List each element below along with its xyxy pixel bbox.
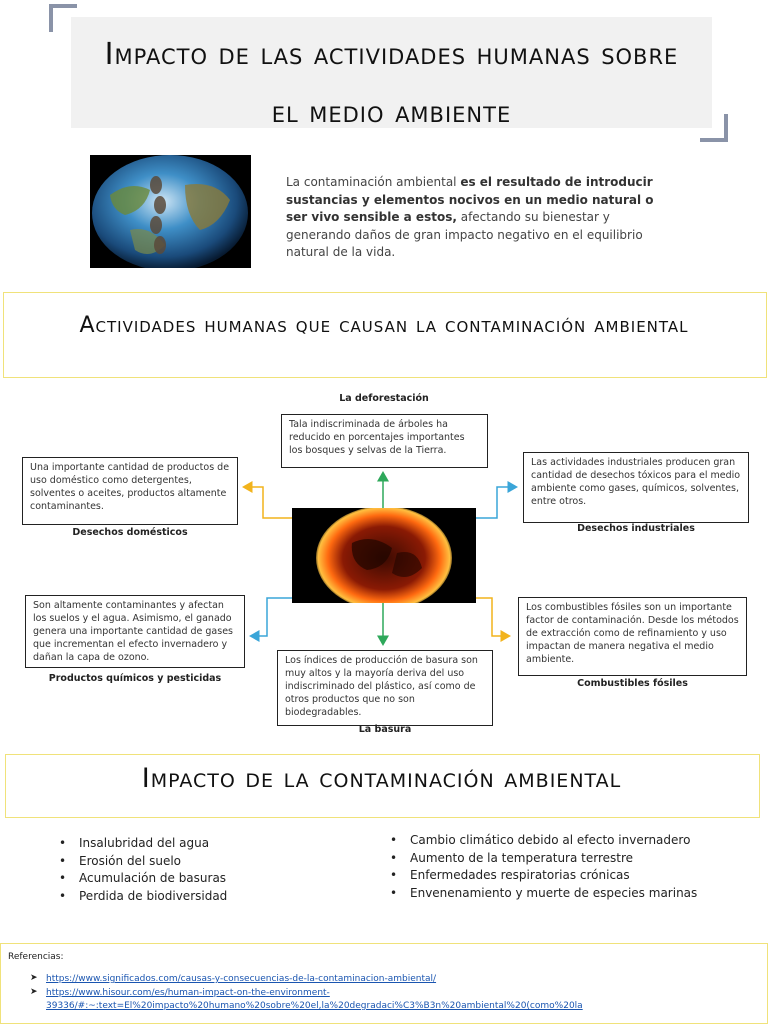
domestic-waste-box: Una importante cantidad de productos de uso doméstico como detergentes, solventes o aceites, productos altamente contaminantes. bbox=[22, 457, 238, 525]
list-item: • Cambio climático debido al efecto invernadero bbox=[390, 832, 750, 850]
arrow-bullet-icon: ➤ bbox=[30, 987, 38, 997]
garbage-label: La basura bbox=[358, 724, 412, 735]
list-item: • Envenenamiento y muerte de especies marinas bbox=[390, 885, 750, 903]
arrow-right-top bbox=[476, 487, 515, 518]
list-item: • Erosión del suelo bbox=[59, 853, 339, 871]
intro-part1: La contaminación ambiental bbox=[286, 175, 461, 189]
industrial-waste-box: Las actividades industriales producen gran cantidad de desechos tóxicos para el medio ambiente como gases, químicos, solventes, entre otros. bbox=[523, 452, 749, 523]
chemicals-box: Son altamente contaminantes y afectan los suelos y el agua. Asimismo, el ganado genera una importante cantidad de gases que incrementan el efecto invernadero y dañan la capa de ozono. bbox=[25, 595, 245, 668]
impact-list-left bbox=[59, 835, 339, 905]
list-item: • Enfermedades respiratorias crónicas bbox=[390, 867, 750, 885]
impact-list-right bbox=[390, 832, 750, 902]
deforestation-box: Tala indiscriminada de árboles ha reducido en porcentajes importantes los bosques y selvas de la Tierra. bbox=[281, 414, 488, 468]
page-title-line1: Impacto de las actividades humanas sobre bbox=[104, 37, 679, 72]
intro-part3: afectando su bienestar y generando daños de gran impacto negativo en el equilibrio natural de la vida. bbox=[286, 210, 643, 259]
intro-part2-bold: es el resultado de introducir sustancias y elementos nocivos en un medio natural o ser vivo sensible a estos, bbox=[286, 175, 654, 224]
arrow-bullet-icon: ➤ bbox=[30, 973, 38, 983]
arrow-right-bottom bbox=[476, 598, 508, 636]
reference-link-2[interactable] bbox=[46, 987, 583, 1013]
reference-link-2-line2: 39336/#:~:text=El%20impacto%20humano%20sobre%20el,la%20degradaci%C3%B3n%20ambiental%20(como%20la bbox=[46, 1001, 583, 1011]
burning-earth-image bbox=[292, 508, 476, 603]
list-item: • Perdida de biodiversidad bbox=[59, 888, 339, 906]
reference-link-2-line1: https://www.hisour.com/es/human-impact-on-the-environment- bbox=[46, 988, 330, 998]
section-impact-title: Impacto de la contaminación ambiental bbox=[141, 763, 622, 794]
list-item: • Insalubridad del agua bbox=[59, 835, 339, 853]
references-title: Referencias: bbox=[8, 952, 64, 962]
section-activities-title: Actividades humanas que causan la contaminación ambiental bbox=[79, 313, 689, 338]
page-title-line2: el medio ambiente bbox=[271, 95, 512, 130]
fossil-fuels-label: Combustibles fósiles bbox=[577, 678, 688, 689]
reference-link-1[interactable]: https://www.significados.com/causas-y-consecuencias-de-la-contaminacion-ambiental/ bbox=[46, 974, 437, 984]
chemicals-label: Productos químicos y pesticidas bbox=[48, 673, 222, 684]
arrow-left-bottom bbox=[252, 598, 292, 636]
deforestation-label: La deforestación bbox=[339, 393, 429, 404]
list-item: • Acumulación de basuras bbox=[59, 870, 339, 888]
fossil-fuels-box: Los combustibles fósiles son un importante factor de contaminación. Desde los métodos de extracción como de refinamiento y uso impactan de manera negativa el medio ambiente. bbox=[518, 597, 747, 676]
domestic-waste-label: Desechos domésticos bbox=[72, 527, 188, 538]
list-item: • Aumento de la temperatura terrestre bbox=[390, 850, 750, 868]
industrial-waste-label: Desechos industriales bbox=[577, 523, 695, 534]
garbage-box: Los índices de producción de basura son muy altos y la mayoría deriva del uso indiscriminado del plástico, así como de otros productos que no son biodegradables. bbox=[277, 650, 493, 726]
arrow-left-top bbox=[245, 487, 292, 518]
